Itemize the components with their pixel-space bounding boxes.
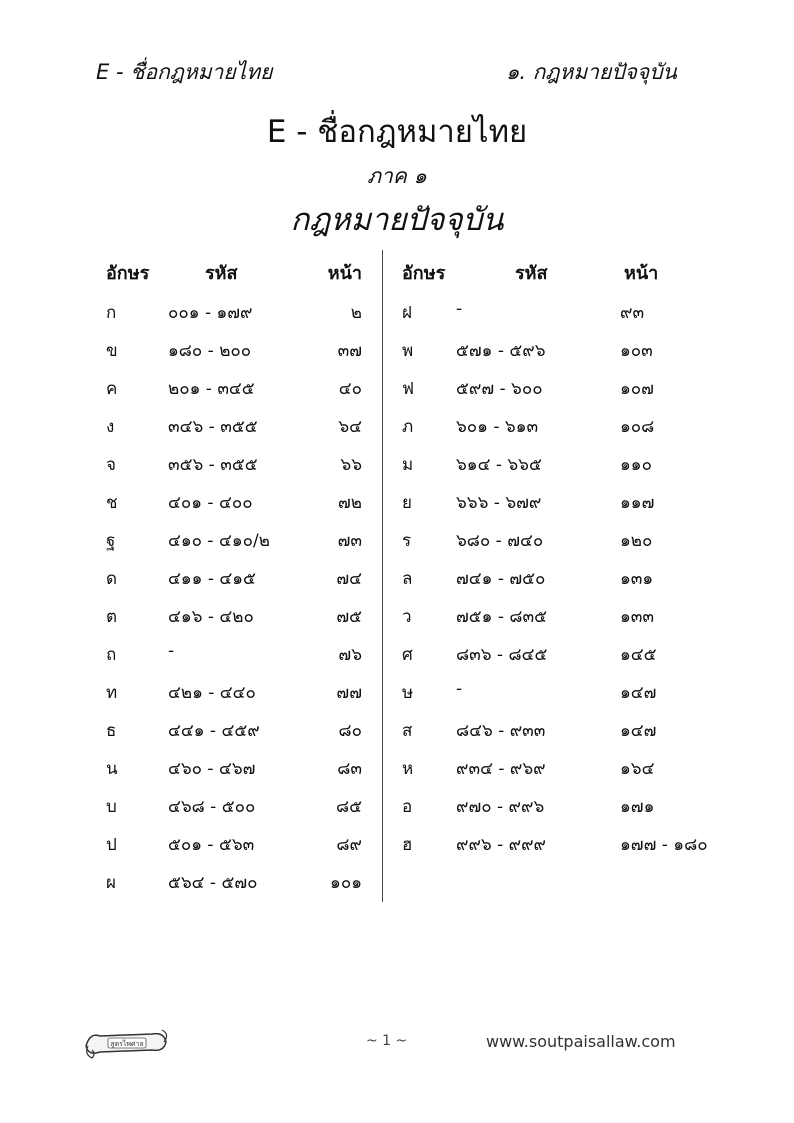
table-header-row <box>394 255 704 293</box>
table-row <box>394 749 704 787</box>
row-page: ๑๔๗ <box>620 683 657 703</box>
row-page: ๑๓๑ <box>620 569 654 589</box>
table-row <box>394 559 704 597</box>
table-row <box>100 369 370 407</box>
header-letter: อักษร <box>402 263 446 284</box>
row-letter: ม <box>402 455 414 475</box>
row-code-range: ๕๐๑ - ๕๖๓ <box>168 835 255 855</box>
row-code-range: ๖๐๑ - ๖๑๓ <box>456 417 539 437</box>
row-code-range: ๓๕๖ - ๓๕๕ <box>168 455 258 475</box>
row-page: ๑๐๓ <box>620 341 653 361</box>
row-page: ๑๗๑ <box>620 797 655 817</box>
row-letter: ง <box>106 417 115 437</box>
row-code-range: ๔๑๑ - ๔๑๕ <box>168 569 256 589</box>
table-row <box>100 749 370 787</box>
row-page: ๖๔ <box>338 417 362 437</box>
row-letter: ฐ <box>106 531 116 551</box>
index-table-right <box>394 255 708 863</box>
row-letter: บ <box>106 797 117 817</box>
table-row <box>100 597 370 635</box>
row-code-range: ๒๐๑ - ๓๔๕ <box>168 379 255 399</box>
row-page: ๘๓ <box>337 759 362 779</box>
row-letter: ห <box>402 759 414 779</box>
row-code-range: ๙๗๐ - ๙๙๖ <box>456 797 545 817</box>
row-code-range: ๑๘๐ - ๒๐๐ <box>168 341 252 361</box>
header-code: รหัส <box>515 263 548 284</box>
row-letter: ฟ <box>402 379 415 399</box>
row-code-range: ๙๓๔ - ๙๖๙ <box>456 759 546 779</box>
table-row <box>100 445 370 483</box>
header-page: หน้า <box>624 263 659 284</box>
table-row <box>100 559 370 597</box>
row-code-range: ๘๓๖ - ๘๔๕ <box>456 645 548 665</box>
row-page: ๑๑๗ <box>620 493 655 513</box>
table-row <box>394 711 704 749</box>
table-row <box>100 293 370 331</box>
table-row <box>100 521 370 559</box>
table-body-right <box>394 293 708 863</box>
row-page: ๗๓ <box>337 531 362 551</box>
document-subtitle: กฎหมายปัจจุบัน <box>290 202 504 238</box>
row-page: ๑๔๗ <box>620 721 657 741</box>
scroll-logo-icon <box>80 1024 170 1068</box>
table-row <box>394 293 704 331</box>
row-page: ๗๗ <box>336 683 362 703</box>
page-number: ~ 1 ~ <box>366 1033 408 1049</box>
row-letter: ช <box>106 493 118 513</box>
row-letter: น <box>106 759 118 779</box>
row-code-range: ๔๐๑ - ๔๐๐ <box>168 493 253 513</box>
table-row <box>100 331 370 369</box>
row-page: ๘๐ <box>338 721 362 741</box>
row-letter: ค <box>106 379 118 399</box>
row-letter: ส <box>402 721 413 741</box>
running-header-right: ๑. กฎหมายปัจจุบัน <box>506 60 677 84</box>
row-letter: ศ <box>402 645 413 665</box>
row-letter: ด <box>106 569 118 589</box>
row-code-range: - <box>168 641 175 661</box>
table-row <box>394 673 704 711</box>
row-letter: ข <box>106 341 118 361</box>
header-letter: อักษร <box>106 263 150 284</box>
row-code-range: ๗๕๑ - ๘๓๕ <box>456 607 547 627</box>
row-letter: ร <box>402 531 412 551</box>
table-row <box>394 483 704 521</box>
row-code-range: ๔๖๐ - ๔๖๗ <box>168 759 256 779</box>
running-header-left: E - ชื่อกฎหมายไทย <box>96 60 273 84</box>
row-code-range: ๔๖๘ - ๕๐๐ <box>168 797 256 817</box>
table-row <box>100 673 370 711</box>
row-page: ๑๖๔ <box>620 759 655 779</box>
row-page: ๑๗๗ - ๑๘๐ <box>620 835 708 855</box>
row-letter: ว <box>402 607 412 627</box>
row-letter: พ <box>402 341 414 361</box>
row-code-range: - <box>456 679 463 699</box>
table-row <box>394 787 704 825</box>
row-page: ๖๖ <box>340 455 362 475</box>
row-letter: ภ <box>402 417 414 437</box>
row-page: ๓๗ <box>337 341 362 361</box>
table-row <box>394 407 704 445</box>
row-page: ๙๓ <box>620 303 645 323</box>
row-page: ๑๒๐ <box>620 531 653 551</box>
row-code-range: ๗๔๑ - ๗๕๐ <box>456 569 546 589</box>
row-page: ๗๕ <box>336 607 362 627</box>
row-letter: ก <box>106 303 117 323</box>
row-code-range: ๔๒๑ - ๔๔๐ <box>168 683 256 703</box>
table-row <box>100 787 370 825</box>
row-code-range: ๕๖๔ - ๕๗๐ <box>168 873 258 893</box>
column-divider <box>382 250 383 902</box>
row-letter: ย <box>402 493 412 513</box>
row-code-range: ๔๑๐ - ๔๑๐/๒ <box>168 531 270 551</box>
row-code-range: ๘๔๖ - ๙๓๓ <box>456 721 546 741</box>
row-code-range: ๔๔๑ - ๔๕๙ <box>168 721 260 741</box>
table-row <box>394 331 704 369</box>
table-header-row <box>100 255 370 293</box>
row-page: ๘๕ <box>336 797 362 817</box>
header-page: หน้า <box>327 263 362 284</box>
row-page: ๔๐ <box>338 379 362 399</box>
table-row <box>100 863 370 901</box>
row-letter: อ <box>402 797 413 817</box>
table-row <box>394 825 708 863</box>
row-page: ๗๒ <box>338 493 362 513</box>
row-code-range: ๖๖๖ - ๖๗๙ <box>456 493 542 513</box>
row-code-range: ๕๗๑ - ๕๙๖ <box>456 341 546 361</box>
table-row <box>394 635 704 673</box>
header-code: รหัส <box>205 263 238 284</box>
row-page: ๗๖ <box>338 645 362 665</box>
row-page: ๑๐๑ <box>330 873 362 893</box>
row-page: ๑๑๐ <box>620 455 652 475</box>
table-row <box>394 597 704 635</box>
row-code-range: ๖๑๔ - ๖๖๕ <box>456 455 542 475</box>
row-letter: ล <box>402 569 413 589</box>
row-letter: ท <box>106 683 118 703</box>
row-page: ๘๙ <box>336 835 362 855</box>
table-row <box>394 521 704 559</box>
table-row <box>100 635 370 673</box>
row-letter: ฮ <box>402 835 413 855</box>
row-code-range: ๕๙๗ - ๖๐๐ <box>456 379 543 399</box>
table-row <box>100 825 370 863</box>
row-letter: ษ <box>402 683 414 703</box>
row-letter: ผ <box>106 873 116 893</box>
row-code-range: ๐๐๑ - ๑๗๙ <box>168 303 253 323</box>
row-letter: ถ <box>106 645 117 665</box>
table-row <box>394 369 704 407</box>
row-letter: ธ <box>106 721 117 741</box>
table-body-left <box>100 293 370 901</box>
row-code-range: - <box>456 299 463 319</box>
table-row <box>100 407 370 445</box>
row-code-range: ๙๙๖ - ๙๙๙ <box>456 835 546 855</box>
row-code-range: ๓๔๖ - ๓๕๕ <box>168 417 258 437</box>
row-letter: จ <box>106 455 116 475</box>
row-code-range: ๖๘๐ - ๗๔๐ <box>456 531 544 551</box>
document-title: E - ชื่อกฎหมายไทย <box>266 114 528 150</box>
part-label: ภาค ๑ <box>367 164 427 188</box>
row-page: ๑๐๘ <box>620 417 655 437</box>
row-page: ๑๓๓ <box>620 607 655 627</box>
table-row <box>100 711 370 749</box>
row-page: ๒ <box>350 303 362 323</box>
logo-text: สูตรไพศาล <box>110 1040 144 1048</box>
row-letter: ป <box>106 835 117 855</box>
row-letter: ฝ <box>402 303 412 323</box>
row-page: ๑๔๕ <box>620 645 657 665</box>
row-page: ๑๐๗ <box>620 379 654 399</box>
row-letter: ต <box>106 607 118 627</box>
table-row <box>100 483 370 521</box>
row-code-range: ๔๑๖ - ๔๒๐ <box>168 607 254 627</box>
website-url[interactable]: www.soutpaisallaw.com <box>486 1032 676 1051</box>
table-row <box>394 445 704 483</box>
index-table-left <box>100 255 370 901</box>
row-page: ๗๔ <box>336 569 362 589</box>
